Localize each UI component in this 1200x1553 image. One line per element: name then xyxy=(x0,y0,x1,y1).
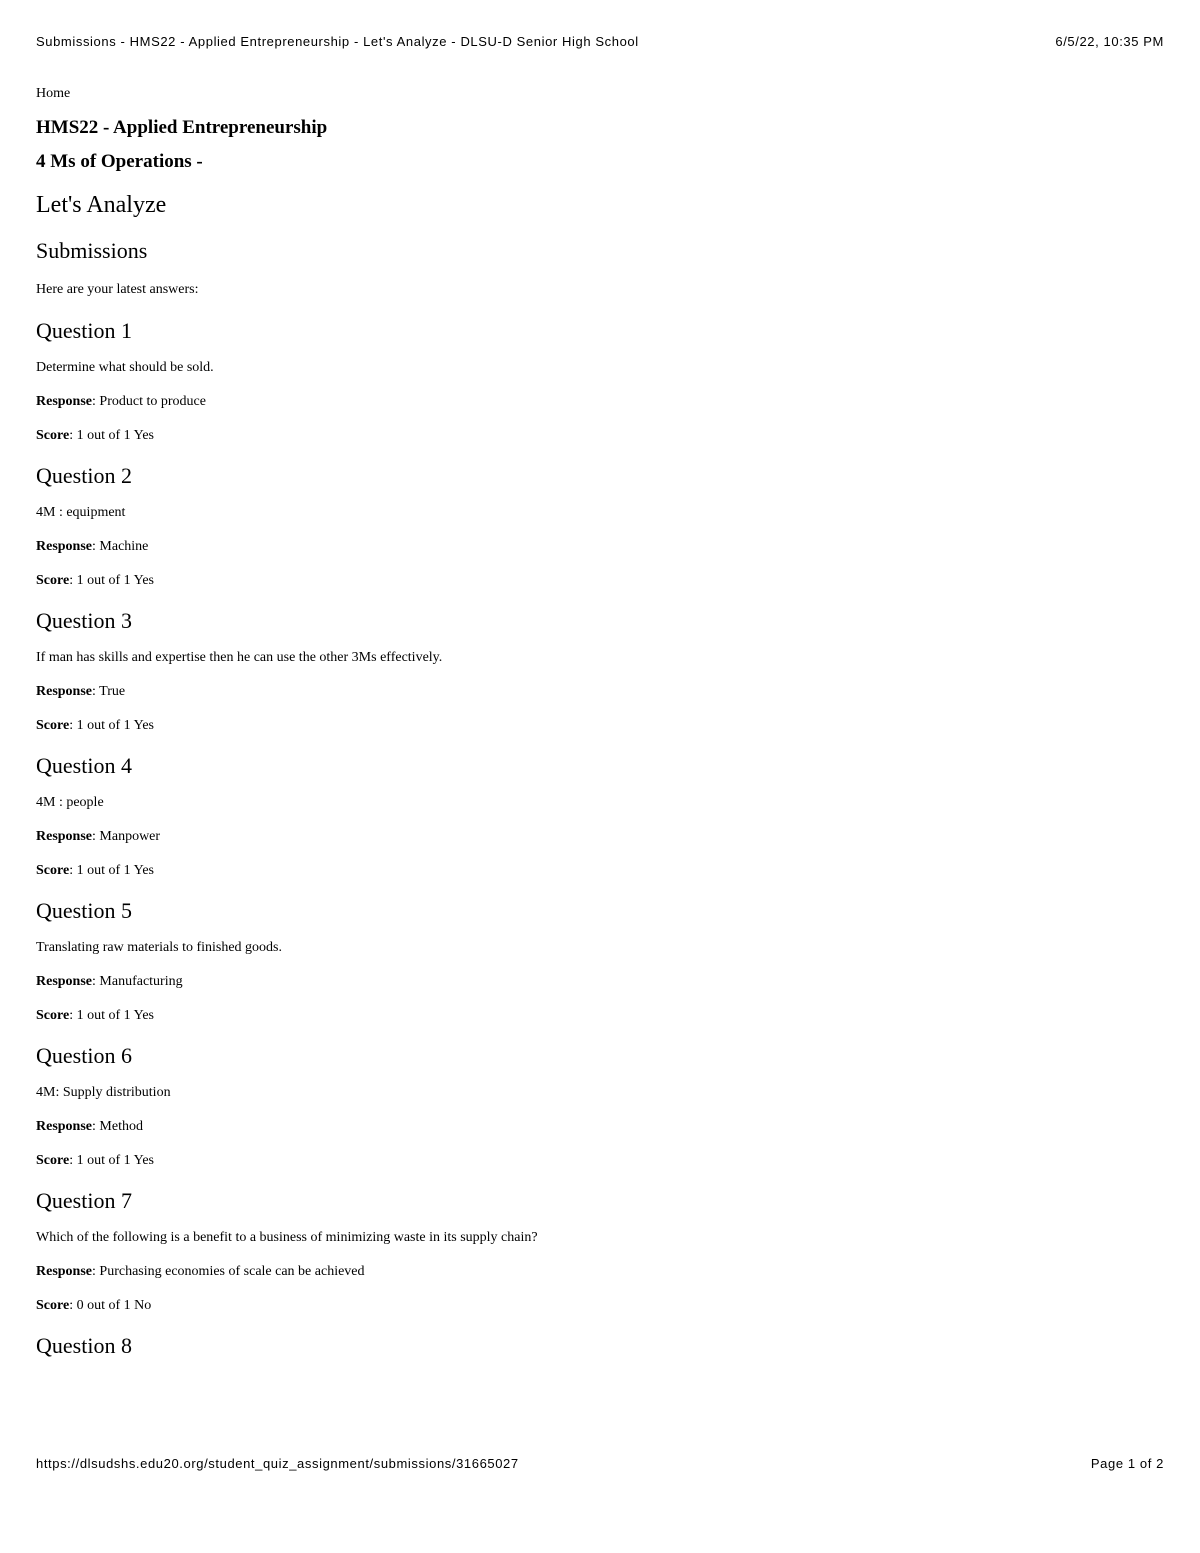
score-label: Score xyxy=(36,1153,70,1168)
response-value: Manpower xyxy=(99,829,161,844)
response-value: True xyxy=(99,684,126,699)
print-header-title: Submissions - HMS22 - Applied Entrepreneurship - Let's Analyze - DLSU-D Senior High School xyxy=(36,34,639,49)
question-heading: Question 6 xyxy=(36,1043,132,1068)
question-block xyxy=(36,606,1156,736)
print-header-datetime: 6/5/22, 10:35 PM xyxy=(1055,34,1164,49)
response-value: Product to produce xyxy=(99,394,206,409)
response-label: Response xyxy=(36,1264,93,1279)
question-block xyxy=(36,461,1156,591)
score-label: Score xyxy=(36,1008,70,1023)
question-prompt: 4M: Supply distribution xyxy=(36,1085,171,1100)
question-block xyxy=(36,1186,1156,1316)
course-title: HMS22 - Applied Entrepreneurship xyxy=(36,117,328,138)
response-value: Purchasing economies of scale can be achieved xyxy=(99,1264,365,1279)
score-value: 1 out of 1 Yes xyxy=(76,1153,154,1168)
question-heading: Question 2 xyxy=(36,463,132,488)
response-label: Response xyxy=(36,684,93,699)
question-prompt: Determine what should be sold. xyxy=(36,360,214,375)
score-value: 1 out of 1 Yes xyxy=(76,573,154,588)
section-title: Submissions xyxy=(36,238,148,263)
question-response: Response: Purchasing economies of scale can be achieved xyxy=(36,1264,365,1279)
question-score: Score: 1 out of 1 Yes xyxy=(36,1008,154,1023)
score-value: 1 out of 1 Yes xyxy=(76,718,154,733)
question-heading: Question 8 xyxy=(36,1333,132,1358)
question-heading: Question 3 xyxy=(36,608,132,633)
score-label: Score xyxy=(36,863,70,878)
question-prompt: If man has skills and expertise then he can use the other 3Ms effectively. xyxy=(36,650,443,665)
score-value: 1 out of 1 Yes xyxy=(76,428,154,443)
response-label: Response xyxy=(36,394,93,409)
question-score: Score: 1 out of 1 Yes xyxy=(36,718,154,733)
score-value: 1 out of 1 Yes xyxy=(76,863,154,878)
question-block xyxy=(36,1041,1156,1171)
question-score: Score: 1 out of 1 Yes xyxy=(36,863,154,878)
intro-text: Here are your latest answers: xyxy=(36,282,199,297)
topic-title: 4 Ms of Operations - xyxy=(36,151,203,172)
question-block xyxy=(36,316,1156,446)
question-block xyxy=(36,751,1156,881)
question-prompt: Translating raw materials to finished goods. xyxy=(36,940,283,955)
score-label: Score xyxy=(36,718,70,733)
print-header xyxy=(36,34,1164,49)
question-response: Response: Manpower xyxy=(36,829,161,844)
score-label: Score xyxy=(36,1298,70,1313)
response-value: Machine xyxy=(99,539,149,554)
score-value: 1 out of 1 Yes xyxy=(76,1008,154,1023)
question-heading: Question 1 xyxy=(36,318,132,343)
question-heading: Question 7 xyxy=(36,1188,132,1213)
question-response: Response: True xyxy=(36,684,126,699)
question-score: Score: 1 out of 1 Yes xyxy=(36,428,154,443)
question-heading: Question 5 xyxy=(36,898,132,923)
print-footer xyxy=(36,1456,1164,1471)
score-label: Score xyxy=(36,428,70,443)
score-value: 0 out of 1 No xyxy=(76,1298,152,1313)
response-label: Response xyxy=(36,829,93,844)
score-label: Score xyxy=(36,573,70,588)
question-response: Response: Product to produce xyxy=(36,394,206,409)
print-footer-url: https://dlsudshs.edu20.org/student_quiz_assignment/submissions/31665027 xyxy=(36,1456,519,1471)
question-block xyxy=(36,896,1156,1026)
response-label: Response xyxy=(36,539,93,554)
response-value: Method xyxy=(99,1119,143,1134)
question-response: Response: Manufacturing xyxy=(36,974,183,989)
question-score: Score: 1 out of 1 Yes xyxy=(36,573,154,588)
question-response: Response: Machine xyxy=(36,539,149,554)
question-score: Score: 0 out of 1 No xyxy=(36,1298,152,1313)
question-heading: Question 4 xyxy=(36,753,132,778)
question-response: Response: Method xyxy=(36,1119,143,1134)
question-prompt: 4M : people xyxy=(36,795,104,810)
response-value: Manufacturing xyxy=(99,974,183,989)
question-score: Score: 1 out of 1 Yes xyxy=(36,1153,154,1168)
question-block xyxy=(36,1331,1156,1361)
response-label: Response xyxy=(36,974,93,989)
question-prompt: 4M : equipment xyxy=(36,505,126,520)
print-footer-page: Page 1 of 2 xyxy=(1090,1456,1164,1471)
question-prompt: Which of the following is a benefit to a business of minimizing waste in its supply chain? xyxy=(36,1230,538,1245)
breadcrumb-home[interactable]: Home xyxy=(36,86,71,101)
response-label: Response xyxy=(36,1119,93,1134)
page-title: Let's Analyze xyxy=(36,192,167,218)
submission-content xyxy=(36,84,1156,1373)
